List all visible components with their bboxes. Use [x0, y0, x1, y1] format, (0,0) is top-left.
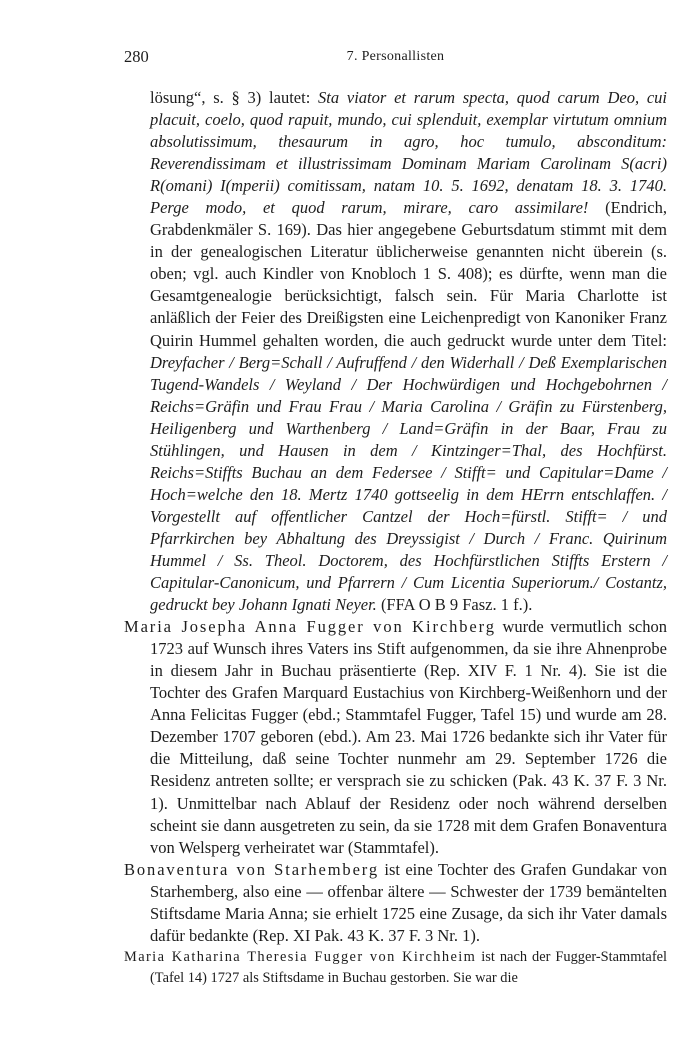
entry-text: (Endrich, Grabdenkmäler S. 169). Das hier angegebene Geburtsdatum stimmt mit dem in der genealogischen Literatur üblicherweise genannten nicht überein (s. oben; vgl. auch Kindler von Knobloch 1 S. 408); es dürfte, wenn man die Gesamtgenealogie berücksichtigt, falsch sein. Für Maria Charlotte ist anläßlich der Feier des Dreißigsten eine Leichenpredigt von Kanoniker Franz Quirin Hummel gehalten worden, die auch gedruckt wurde unter dem Titel: — [150, 198, 667, 350]
entry-starhemberg — [124, 859, 667, 947]
entry-text: ist nach der Fugger-Stammtafel (Tafel 14) 1727 als Stiftsdame in Buchau gestorben. Sie war die — [150, 948, 668, 987]
entry-text: (FFA O B 9 Fasz. 1 f.). — [376, 595, 533, 615]
entry-continuation — [124, 87, 667, 616]
entry-fugger-kirchheim — [124, 947, 667, 990]
page-number: 280 — [124, 47, 149, 66]
page-header — [124, 47, 667, 73]
page-body — [124, 87, 667, 990]
person-name: Maria Josepha Anna Fugger von Kirchberg — [124, 617, 496, 637]
person-name: Bonaventura von Starhemberg — [124, 859, 380, 879]
entry-text: lösung“, s. § 3) lautet: — [150, 88, 319, 107]
entry-text: wurde vermutlich schon 1723 auf Wunsch ihres Vaters ins Stift aufgenommen, da sie ihre Ahnenprobe in diesem Jahr in Buchau präsentierte (Rep. XIV F. 1 Nr. 4). Sie ist die Tochter des Grafen Marquard Eustachius von Kirchberg-Weißenhorn und der Anna Felicitas Fugger (ebd.; Stammtafel Fugger, Tafel 15) und wurde am 28. Dezember 1707 geboren (ebd.). Am 23. Mai 1726 bedankte sich ihr Vater für die Mitteilung, daß seine Tochter nunmehr am 29. September 1726 die Residenz antreten sollte; er versprach sie zu schicken (Pak. 43 K. 37 F. 3 Nr. 1). Unmittelbar nach Ablauf der Residenz oder noch während derselben scheint sie dann ausgetreten zu sein, da sie 1728 mit dem Grafen Bonaventura von Welsperg verheiratet war (Stammtafel). — [150, 617, 667, 857]
entry-fugger-kirchberg — [124, 616, 667, 859]
running-head: 7. Personallisten — [346, 49, 445, 64]
person-name: Maria Katharina Theresia Fugger von Kirchheim — [124, 948, 477, 965]
entry-text: ist eine Tochter des Grafen Gundakar von Starhemberg, also eine — offenbar ältere — Schwester der 1739 bemäntelten Stiftsdame Maria Anna; sie erhielt 1725 eine Zusage, da sich ihr Vater damals dafür bedankte (Rep. XI Pak. 43 K. 37 F. 3 Nr. 1). — [150, 859, 667, 945]
epitaph-quote: Sta viator et rarum specta, quod carum Deo, cui placuit, coelo, quod rapuit, mundo, cui splenduit, exemplar virtutum omnium absolutissimum, thesaurum in agro, hoc tumulo, absconditum: Reverendissimam et illustrissimam Dominam Mariam Carolinam S(acri) R(omani) I(mperii) comitissam, natam 10. 5. 1692, denatam 18. 3. 1740. Perge modo, et quod rarum, mirare, caro assimilare! — [150, 88, 668, 218]
sermon-title: Dreyfacher / Berg=Schall / Aufruffend / den Widerhall / Deß Exemplarischen Tugend-Wandels / Weyland / Der Hochwürdigen und Hochgebohrnen / Reichs=Gräfin und Frau Frau / Maria Carolina / Gräfin zu Fürstenberg, Heiligenberg und Warthenberg / Land=Gräfin in der Baar, Frau zu Stühlingen, und Hausen in dem / Kintzinger=Thal, des Hochfürst. Reichs=Stiffts Buchau an dem Federsee / Stifft= und Capitular=Dame / Hoch=welche den 18. Mertz 1740 gottseelig in dem HErrn entschlaffen. / Vorgestellt auf offentlicher Cantzel der Hoch=fürstl. Stifft= / und Pfarrkirchen bey Abhaltung des Dreyssigist / Durch / Franc. Quirinum Hummel / Ss. Theol. Doctorem, des Hochfürstlichen Stiffts Erstern / Capitular-Canonicum, und Pfarrern / Cum Licentia Superiorum./ Costantz, gedruckt bey Johann Ignati Neyer. — [150, 352, 667, 615]
